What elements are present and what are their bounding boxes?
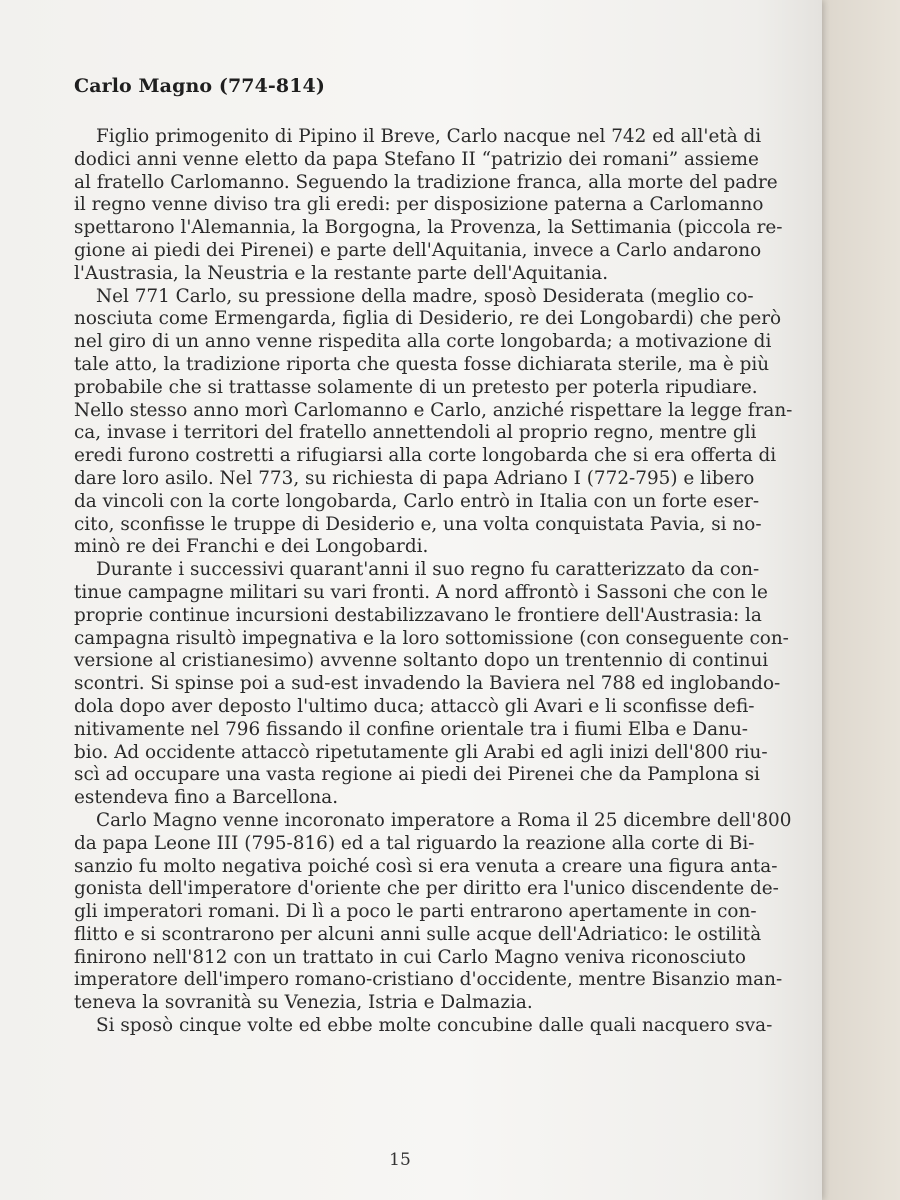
chapter-title: Carlo Magno (774-814): [74, 75, 325, 97]
text-line: minò re dei Franchi e dei Longobardi.: [74, 536, 429, 558]
text-line: scontri. Si spinse poi a sud-est invadendo la Baviera nel 788 ed inglobando-: [74, 673, 781, 695]
text-line: Nel 771 Carlo, su pressione della madre, sposò Desiderata (meglio co-: [96, 285, 754, 307]
text-line: versione al cristianesimo) avvenne soltanto dopo un trentennio di continui: [74, 650, 769, 672]
text-line: Durante i successivi quarant'anni il suo regno fu caratterizzato da con-: [96, 559, 760, 581]
text-line: estendeva fino a Barcellona.: [74, 787, 339, 809]
text-line: il regno venne diviso tra gli eredi: per disposizione paterna a Carlomanno: [74, 194, 764, 216]
body-text: [74, 126, 793, 1038]
text-line: l'Austrasia, la Neustria e la restante parte dell'Aquitania.: [74, 262, 609, 284]
text-line: Si sposò cinque volte ed ebbe molte concubine dalle quali nacquero sva-: [96, 1015, 773, 1037]
text-line: da vincoli con la corte longobarda, Carlo entrò in Italia con un forte eser-: [74, 490, 760, 512]
text-line: ca, invase i territori del fratello annettendoli al proprio regno, mentre gli: [74, 422, 757, 444]
page-number: 15: [389, 1150, 411, 1170]
text-line: nosciuta come Ermengarda, figlia di Desiderio, re dei Longobardi) che però: [74, 308, 782, 330]
text-line: tinue campagne militari su vari fronti. A nord affrontò i Sassoni che con le: [74, 581, 768, 603]
text-line: Figlio primogenito di Pipino il Breve, Carlo nacque nel 742 ed all'età di: [96, 126, 762, 147]
text-line: gione ai piedi dei Pirenei) e parte dell'Aquitania, invece a Carlo andarono: [74, 239, 762, 261]
text-line: scì ad occupare una vasta regione ai piedi dei Pirenei che da Pamplona si: [74, 764, 760, 786]
text-line: flitto e si scontrarono per alcuni anni sulle acque dell'Adriatico: le ostilità: [74, 923, 762, 945]
text-line: probabile che si trattasse solamente di un pretesto per poterla ripudiare.: [74, 376, 758, 398]
text-line: finirono nell'812 con un trattato in cui Carlo Magno veniva riconosciuto: [74, 946, 746, 968]
text-line: tale atto, la tradizione riporta che questa fosse dichiarata sterile, ma è più: [74, 353, 770, 375]
text-line: Carlo Magno venne incoronato imperatore a Roma il 25 dicembre dell'800: [96, 809, 792, 831]
text-line: imperatore dell'impero romano-cristiano d'occidente, mentre Bisanzio man-: [74, 969, 783, 991]
text-line: bio. Ad occidente attaccò ripetutamente gli Arabi ed agli inizi dell'800 riu-: [74, 741, 768, 763]
text-line: nitivamente nel 796 fissando il confine orientale tra i fiumi Elba e Danu-: [74, 718, 749, 740]
text-line: al fratello Carlomanno. Seguendo la tradizione franca, alla morte del padre: [74, 171, 778, 193]
adjacent-page-edge: [822, 0, 900, 1200]
text-line: eredi furono costretti a rifugiarsi alla corte longobarda che si era offerta di: [74, 445, 777, 467]
text-line: cito, sconfisse le truppe di Desiderio e, una volta conquistata Pavia, si no-: [74, 513, 762, 535]
text-line: nel giro di un anno venne rispedita alla corte longobarda; a motivazione di: [74, 331, 772, 353]
text-line: dare loro asilo. Nel 773, su richiesta di papa Adriano I (772-795) e libero: [74, 467, 755, 489]
text-line: sanzio fu molto negativa poiché così si era venuta a creare una figura anta-: [74, 855, 778, 877]
text-line: proprie continue incursioni destabilizzavano le frontiere dell'Austrasia: la: [74, 604, 762, 626]
text-line: Nello stesso anno morì Carlomanno e Carlo, anziché rispettare la legge fran-: [74, 399, 793, 421]
text-line: da papa Leone III (795-816) ed a tal riguardo la reazione alla corte di Bi-: [74, 832, 755, 854]
text-line: spettarono l'Alemannia, la Borgogna, la Provenza, la Settimania (piccola re-: [74, 217, 783, 239]
text-line: gli imperatori romani. Di lì a poco le parti entrarono apertamente in con-: [74, 901, 757, 923]
text-line: gonista dell'imperatore d'oriente che per diritto era l'unico discendente de-: [74, 878, 779, 900]
text-line: dola dopo aver deposto l'ultimo duca; attaccò gli Avari e li sconfisse defi-: [74, 695, 755, 717]
text-line: campagna risultò impegnativa e la loro sottomissione (con conseguente con-: [74, 627, 789, 649]
text-line: dodici anni venne eletto da papa Stefano II “patrizio dei romani” assieme: [74, 148, 759, 170]
text-line: teneva la sovranità su Venezia, Istria e Dalmazia.: [74, 992, 533, 1014]
